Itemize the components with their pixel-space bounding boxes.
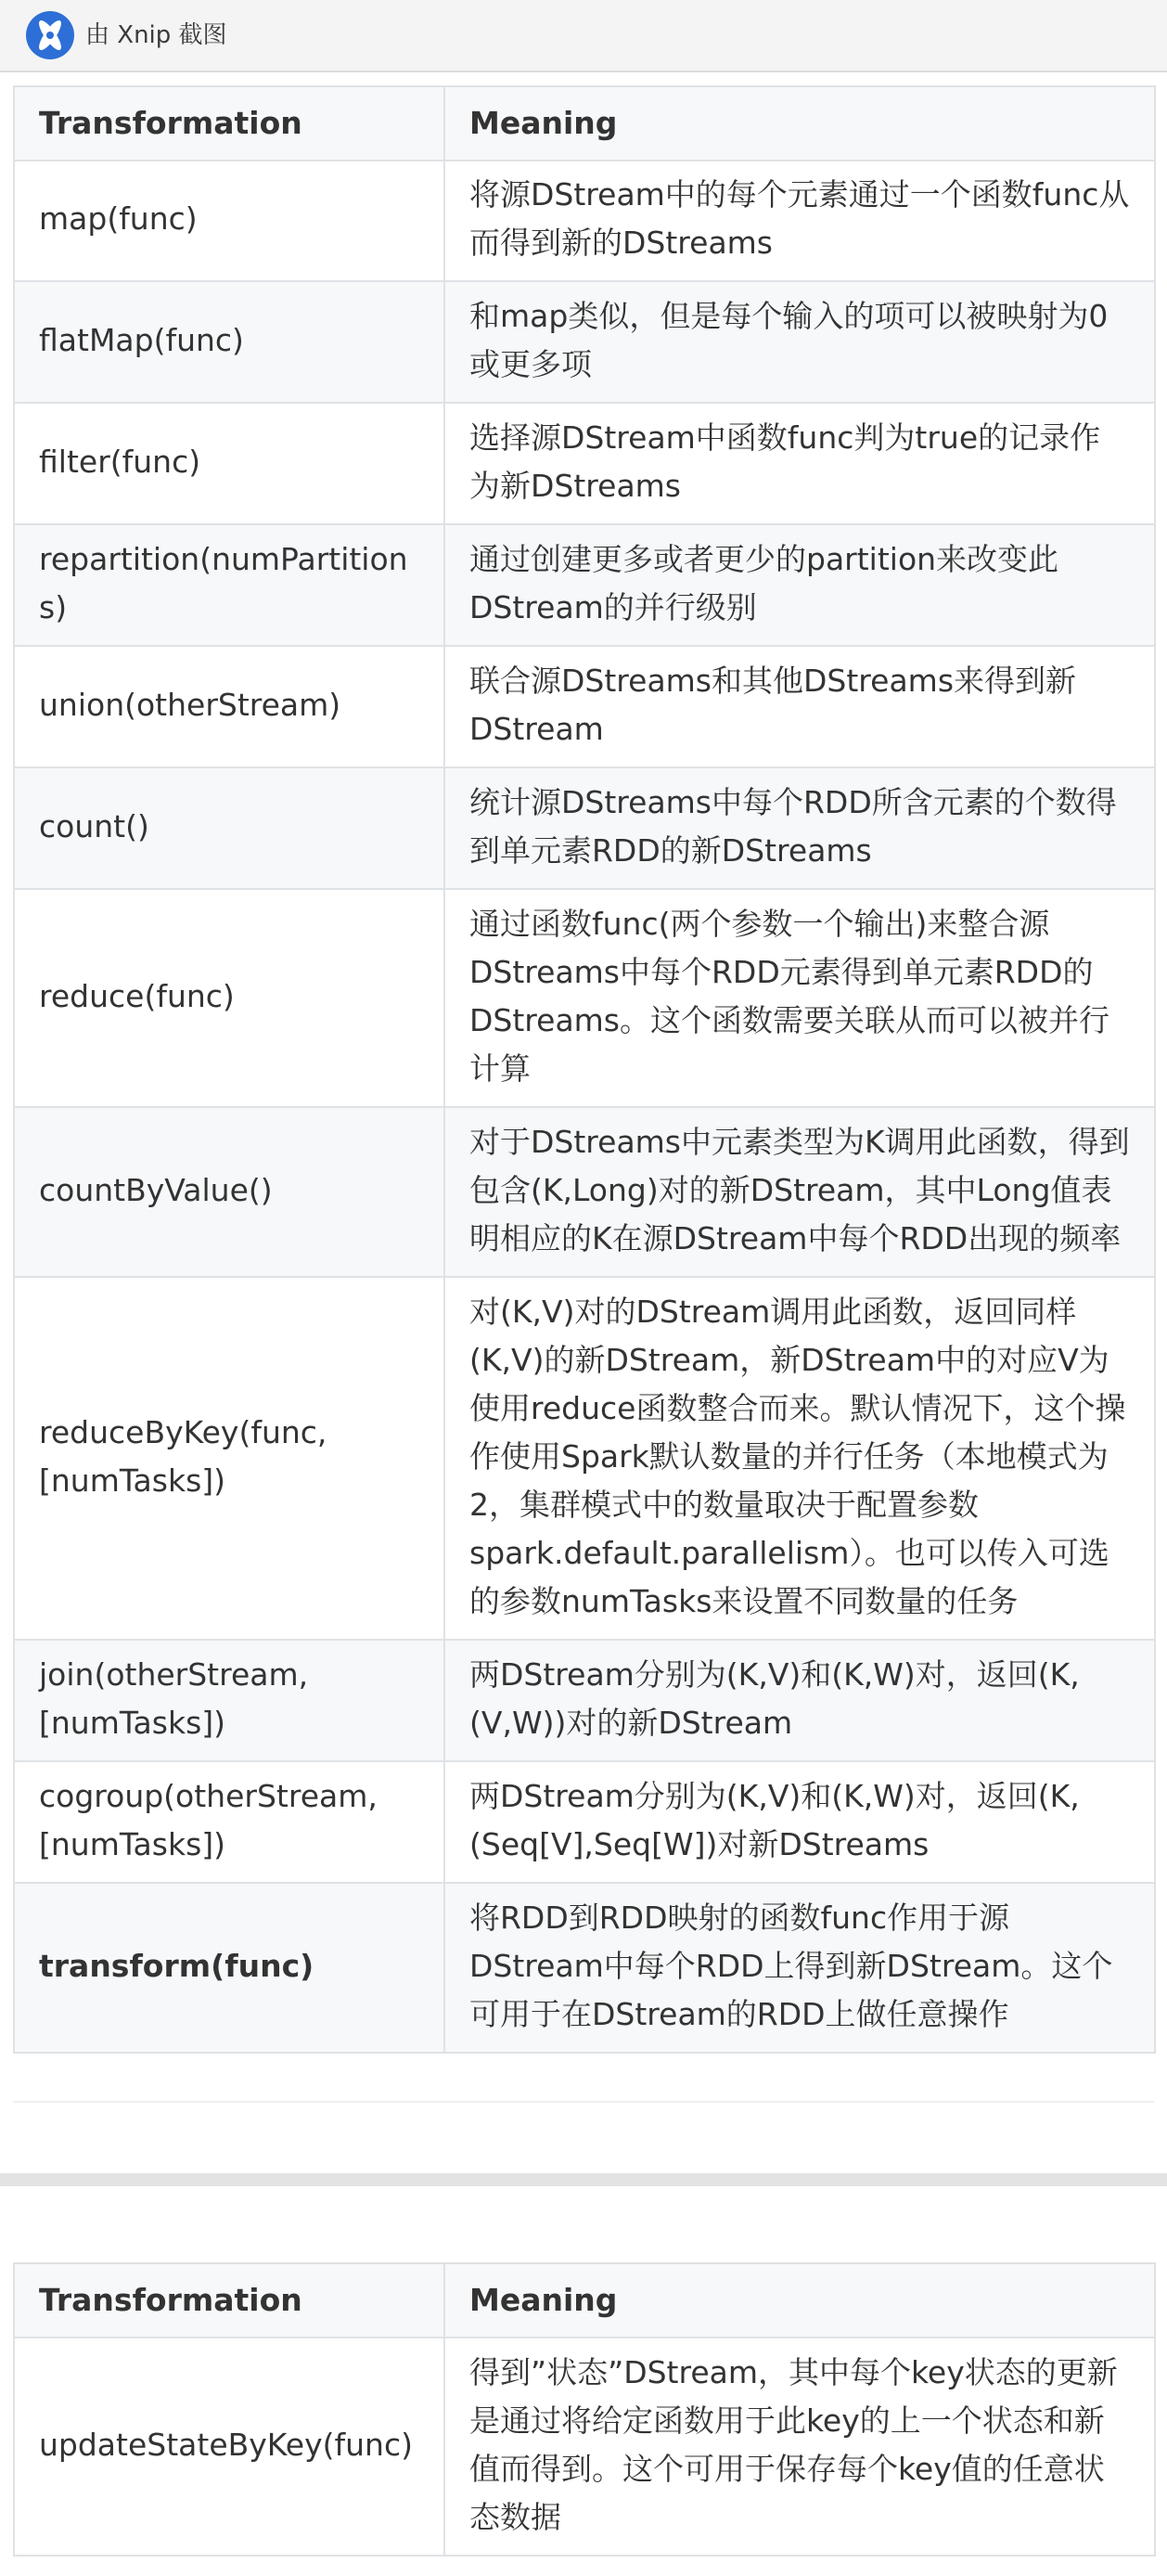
op-cell: join(otherStream, [numTasks]) xyxy=(14,1640,444,1761)
screenshot-separator xyxy=(0,2173,1167,2186)
stateful-transformations-table xyxy=(13,2262,1156,2557)
table-row xyxy=(14,281,1155,403)
table-row xyxy=(14,1107,1155,1277)
meaning-cell: 两DStream分别为(K,V)和(K,W)对，返回(K,(V,W))对的新DStream xyxy=(444,1640,1155,1761)
op-cell: flatMap(func) xyxy=(14,281,444,403)
table-row xyxy=(14,403,1155,524)
table-row xyxy=(14,889,1155,1107)
table-row xyxy=(14,2338,1155,2556)
meaning-cell: 将RDD到RDD映射的函数func作用于源DStream中每个RDD上得到新DStream。这个可用于在DStream的RDD上做任意操作 xyxy=(444,1883,1155,2053)
meaning-cell: 选择源DStream中函数func判为true的记录作为新DStreams xyxy=(444,403,1155,524)
header-meaning: Meaning xyxy=(444,86,1155,161)
op-cell: filter(func) xyxy=(14,403,444,524)
table-row xyxy=(14,646,1155,767)
op-cell: reduce(func) xyxy=(14,889,444,1107)
op-cell: repartition(numPartitions) xyxy=(14,524,444,646)
op-cell: countByValue() xyxy=(14,1107,444,1277)
xnip-logo-icon xyxy=(26,11,74,59)
op-cell: transform(func) xyxy=(14,1883,444,2053)
meaning-cell: 和map类似，但是每个输入的项可以被映射为0或更多项 xyxy=(444,281,1155,403)
table-row xyxy=(14,1761,1155,1883)
meaning-cell: 两DStream分别为(K,V)和(K,W)对，返回(K,(Seq[V],Seq[W])对新DStreams xyxy=(444,1761,1155,1883)
title-bar xyxy=(0,0,1167,72)
op-cell: map(func) xyxy=(14,161,444,281)
op-cell: count() xyxy=(14,767,444,889)
table-row xyxy=(14,1883,1155,2053)
meaning-cell: 得到”状态”DStream，其中每个key状态的更新是通过将给定函数用于此key的上一个状态和新值而得到。这个可用于保存每个key值的任意状态数据 xyxy=(444,2338,1155,2556)
table-row xyxy=(14,161,1155,281)
op-cell: union(otherStream) xyxy=(14,646,444,767)
header-meaning: Meaning xyxy=(444,2263,1155,2338)
divider xyxy=(13,2101,1154,2103)
header-transformation: Transformation xyxy=(14,2263,444,2338)
meaning-cell: 通过创建更多或者更少的partition来改变此DStream的并行级别 xyxy=(444,524,1155,646)
meaning-cell: 对(K,V)对的DStream调用此函数，返回同样(K,V)的新DStream，新DStream中的对应V为使用reduce函数整合而来。默认情况下，这个操作使用Spark默认数量的并行任务（本地模式为2，集群模式中的数量取决于配置参数spark.default.parallelism）。也可以传入可选的参数numTasks来设置不同数量的任务 xyxy=(444,1277,1155,1640)
table-row xyxy=(14,524,1155,646)
table-row xyxy=(14,767,1155,889)
meaning-cell: 对于DStreams中元素类型为K调用此函数，得到包含(K,Long)对的新DStream，其中Long值表明相应的K在源DStream中每个RDD出现的频率 xyxy=(444,1107,1155,1277)
transformations-table xyxy=(13,85,1156,2054)
header-transformation: Transformation xyxy=(14,86,444,161)
meaning-cell: 统计源DStreams中每个RDD所含元素的个数得到单元素RDD的新DStreams xyxy=(444,767,1155,889)
app-title: 由 Xnip 截图 xyxy=(85,21,227,49)
meaning-cell: 通过函数func(两个参数一个输出)来整合源DStreams中每个RDD元素得到单元素RDD的DStreams。这个函数需要关联从而可以被并行计算 xyxy=(444,889,1155,1107)
op-cell: updateStateByKey(func) xyxy=(14,2338,444,2556)
meaning-cell: 联合源DStreams和其他DStreams来得到新DStream xyxy=(444,646,1155,767)
table-row xyxy=(14,1640,1155,1761)
op-cell: cogroup(otherStream, [numTasks]) xyxy=(14,1761,444,1883)
table-row xyxy=(14,1277,1155,1640)
op-cell: reduceByKey(func, [numTasks]) xyxy=(14,1277,444,1640)
meaning-cell: 将源DStream中的每个元素通过一个函数func从而得到新的DStreams xyxy=(444,161,1155,281)
